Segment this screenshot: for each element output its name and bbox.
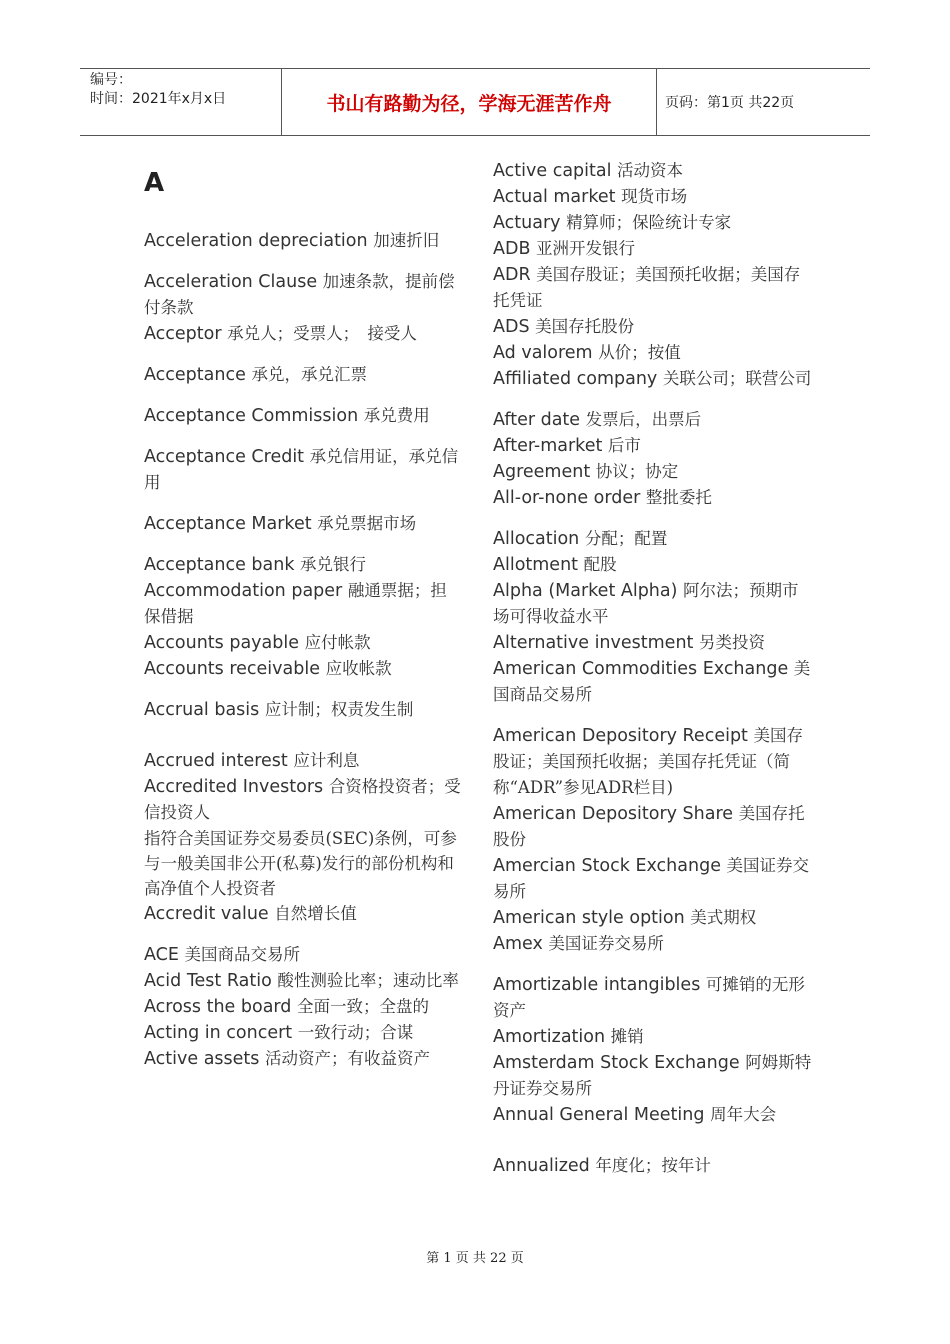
entry-translation: 活动资本	[617, 161, 684, 180]
entry-term: American Commodities Exchange	[493, 659, 789, 679]
glossary-entry	[493, 578, 813, 630]
entry-term: American style option	[493, 908, 685, 928]
glossary-entry	[493, 210, 813, 236]
entry-term: Acceptance Market	[144, 514, 312, 534]
entry-term: ACE	[144, 945, 179, 965]
entry-term: Acceptor	[144, 324, 222, 344]
glossary-entry	[144, 1020, 462, 1046]
glossary-entry	[144, 1046, 462, 1072]
entry-translation: 年度化；按年计	[595, 1156, 711, 1175]
entry-term: Acting in concert	[144, 1023, 293, 1043]
glossary-entry	[493, 236, 813, 262]
entry-translation: 摊销	[610, 1027, 644, 1046]
entry-translation: 活动资产；有收益资产	[264, 1049, 430, 1068]
glossary-entry	[144, 511, 462, 537]
entry-translation: 应计制；权责发生制	[264, 700, 414, 719]
glossary-entry	[144, 444, 462, 496]
entry-term: Amsterdam Stock Exchange	[493, 1053, 740, 1073]
entry-term: Accredit value	[144, 904, 269, 924]
entry-term: Amercian Stock Exchange	[493, 856, 721, 876]
glossary-entry	[144, 403, 462, 429]
entry-term: After-market	[493, 436, 603, 456]
entry-translation: 应付帐款	[304, 633, 371, 652]
entry-term: All-or-none order	[493, 488, 641, 508]
header-motto: 书山有路勤为径，学海无涯苦作舟	[282, 69, 657, 135]
entry-translation: 美国存股证；美国预托收据；美国存托凭证（简称“ADR”参见ADR栏目)	[493, 726, 803, 797]
glossary-entry	[493, 905, 813, 931]
entry-term: Accredited Investors	[144, 777, 324, 797]
entry-term: Accommodation paper	[144, 581, 343, 601]
glossary-entry	[144, 630, 462, 656]
entry-translation: 整批委托	[645, 488, 712, 507]
entry-term: Acceptance Credit	[144, 447, 305, 467]
entry-term: Affiliated company	[493, 369, 658, 389]
page-header	[80, 68, 870, 136]
entry-translation: 关联公司；联营公司	[662, 369, 812, 388]
entry-term: Allocation	[493, 529, 580, 549]
glossary-entry	[493, 262, 813, 314]
entry-term: ADS	[493, 317, 530, 337]
page-footer: 第 1 页 共 22 页	[426, 1251, 524, 1266]
glossary-entry	[493, 1024, 813, 1050]
entry-term: Amortization	[493, 1027, 606, 1047]
entry-translation: 合资格投资者；受信投资人	[144, 777, 461, 822]
entry-translation: 应收帐款	[325, 659, 392, 678]
header-meta	[80, 69, 282, 135]
entry-term: Active assets	[144, 1049, 260, 1069]
glossary-entry	[493, 407, 813, 433]
glossary-entry	[493, 1050, 813, 1102]
entry-translation: 承兑人；受票人； 接受人	[227, 324, 417, 343]
entry-term: Acid Test Ratio	[144, 971, 272, 991]
entry-translation: 亚洲开发银行	[536, 239, 636, 258]
entry-translation: 美国存股证；美国预托收据；美国存托凭证	[493, 265, 801, 310]
entry-term: American Depository Receipt	[493, 726, 748, 746]
entry-term: Annualized	[493, 1156, 590, 1176]
entry-translation: 后市	[607, 436, 641, 455]
entry-term: After date	[493, 410, 581, 430]
glossary-entry	[144, 697, 462, 723]
entry-translation: 自然增长值	[274, 904, 357, 923]
entry-term: ADR	[493, 265, 531, 285]
section-letter: A	[144, 168, 165, 198]
glossary-entry	[493, 552, 813, 578]
entry-term: Accounts payable	[144, 633, 299, 653]
glossary-entry	[493, 630, 813, 656]
glossary-entry	[493, 972, 813, 1024]
entry-term: Acceptance Commission	[144, 406, 359, 426]
glossary-entry	[493, 459, 813, 485]
glossary-entry	[144, 578, 462, 630]
glossary-entry	[493, 1102, 813, 1128]
glossary-entry	[493, 853, 813, 905]
entry-term: Annual General Meeting	[493, 1105, 705, 1125]
entry-translation: 配股	[583, 555, 617, 574]
entry-translation: 加速折旧	[373, 231, 440, 250]
entry-term: Acceleration Clause	[144, 272, 318, 292]
glossary-entry	[493, 485, 813, 511]
header-page-info: 页码：第1页 共22页	[665, 95, 795, 111]
entry-term: Ad valorem	[493, 343, 593, 363]
entry-term: Actual market	[493, 187, 616, 207]
entry-term: Across the board	[144, 997, 292, 1017]
glossary-entry	[493, 184, 813, 210]
entry-translation: 融通票据；担保借据	[144, 581, 447, 626]
glossary-entry	[493, 526, 813, 552]
glossary-entry	[144, 748, 462, 774]
entry-translation: 另类投资	[698, 633, 765, 652]
entry-translation: 一致行动；合谋	[297, 1023, 414, 1042]
entry-term: Allotment	[493, 555, 579, 575]
entry-translation: 美国商品交易所	[184, 945, 301, 964]
entry-translation: 应计利息	[293, 751, 360, 770]
entry-translation: 加速条款，提前偿付条款	[144, 272, 455, 317]
glossary-entry	[493, 340, 813, 366]
entry-translation: 承兑费用	[363, 406, 430, 425]
glossary-entry	[493, 366, 813, 392]
entry-translation: 美国存托股份	[535, 317, 635, 336]
glossary-entry	[144, 774, 462, 826]
glossary-entry	[144, 228, 462, 254]
entry-translation: 可摊销的无形资产	[493, 975, 805, 1020]
left-column	[144, 158, 462, 1072]
glossary-entry	[144, 362, 462, 388]
number-label: 编号：	[90, 72, 132, 88]
entry-term: American Depository Share	[493, 804, 734, 824]
entry-term: ADB	[493, 239, 531, 259]
entry-translation: 酸性测验比率；速动比率	[277, 971, 459, 990]
glossary-entry	[144, 901, 462, 927]
entry-translation: 周年大会	[710, 1105, 777, 1124]
entry-term: Amex	[493, 934, 543, 954]
glossary-entry	[144, 656, 462, 682]
entry-translation: 美国证券交易所	[548, 934, 664, 953]
glossary-entry	[144, 968, 462, 994]
entry-term: Acceptance bank	[144, 555, 295, 575]
entry-term: Alpha (Market Alpha)	[493, 581, 678, 601]
entry-term: Actuary	[493, 213, 561, 233]
entry-term: Active capital	[493, 161, 612, 181]
right-column	[493, 158, 813, 1179]
glossary-entry	[493, 314, 813, 340]
entry-translation: 承兑信用证，承兑信用	[144, 447, 459, 492]
entry-term: Acceptance	[144, 365, 246, 385]
entry-translation: 现货市场	[621, 187, 688, 206]
entry-translation: 分配；配置	[584, 529, 668, 548]
glossary-entry	[493, 158, 813, 184]
entry-term: Agreement	[493, 462, 591, 482]
entry-translation: 承兑，承兑汇票	[251, 365, 367, 384]
entry-translation: 承兑票据市场	[317, 514, 417, 533]
entry-term: Acceleration depreciation	[144, 231, 368, 251]
glossary-entry	[144, 942, 462, 968]
entry-translation: 美式期权	[690, 908, 757, 927]
glossary-entry	[493, 723, 813, 801]
entry-translation: 从价；按值	[598, 343, 681, 362]
entry-note: 指符合美国证券交易委员(SEC)条例，可参与一般美国非公开(私募)发行的部份机构和高净值个人投资者	[144, 829, 457, 898]
glossary-entry	[144, 269, 462, 321]
entry-translation: 承兑银行	[300, 555, 367, 574]
entry-term: Accounts receivable	[144, 659, 320, 679]
glossary-entry	[144, 994, 462, 1020]
entry-translation: 美国证券交易所	[493, 856, 810, 901]
glossary-entry	[493, 433, 813, 459]
glossary-entry	[493, 656, 813, 708]
glossary-entry	[493, 931, 813, 957]
glossary-entry	[493, 1153, 813, 1179]
entry-translation: 阿姆斯特丹证券交易所	[493, 1053, 812, 1098]
glossary-entry	[144, 552, 462, 578]
entry-term: Alternative investment	[493, 633, 694, 653]
glossary-entry	[144, 321, 462, 347]
glossary-entry	[493, 801, 813, 853]
entry-translation: 美国存托股份	[493, 804, 805, 849]
entry-translation: 精算师；保险统计专家	[566, 213, 732, 232]
entry-term: Accrual basis	[144, 700, 260, 720]
entry-term: Amortizable intangibles	[493, 975, 701, 995]
entry-translation: 阿尔法；预期市场可得收益水平	[493, 581, 799, 626]
date-label: 时间：2021年x月x日	[90, 91, 227, 107]
entry-term: Accrued interest	[144, 751, 288, 771]
entry-translation: 协议；协定	[595, 462, 679, 481]
entry-translation: 美国商品交易所	[493, 659, 811, 704]
entry-translation: 发票后，出票后	[585, 410, 702, 429]
entry-translation: 全面一致；全盘的	[297, 997, 429, 1016]
